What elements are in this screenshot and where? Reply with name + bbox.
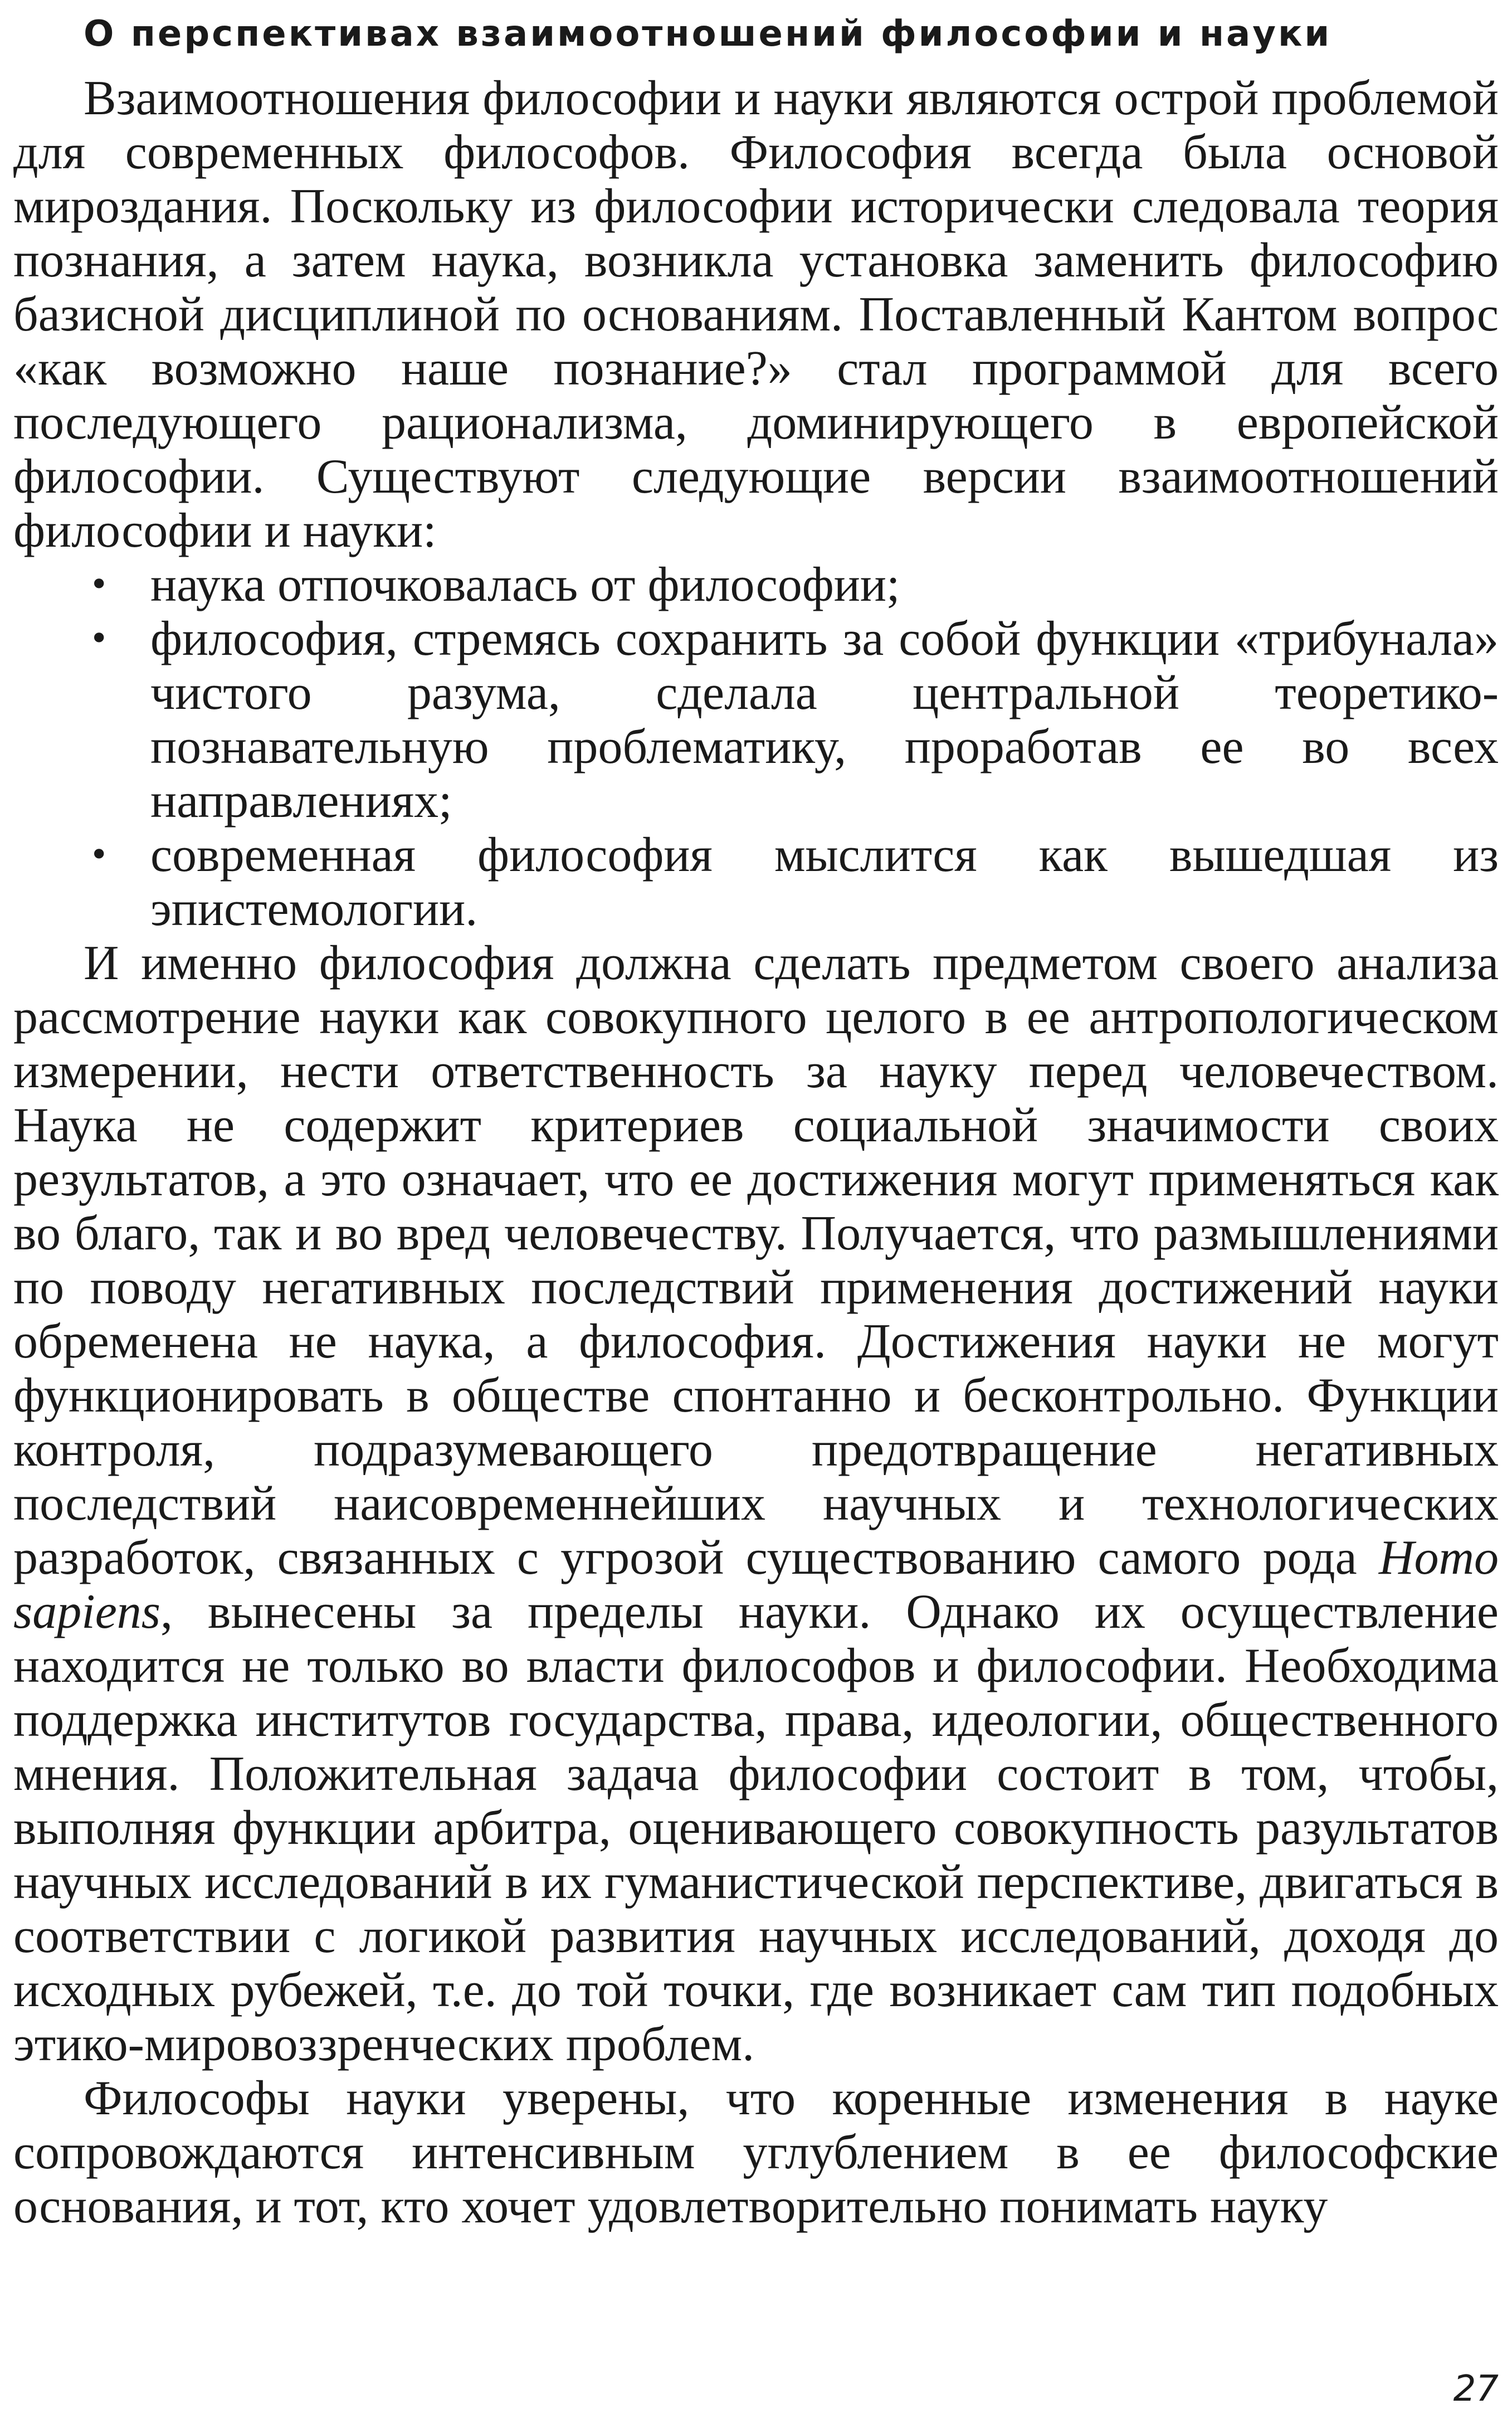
body-text — [13, 71, 1499, 2234]
paragraph-philosophers-of-science: Философы науки уверены, что коренные изменения в науке сопровождаются интенсивным углублением в ее философские основания, и тот, кто хочет удовлетворительно понимать науку — [13, 2071, 1499, 2234]
paragraph-text: , вынесены за пределы науки. Однако их осуществление находится не только во власти философов и философии. Необходима поддержка институтов государства, права, идеологии, общественного мнения. Положительная задача философии состоит в том, чтобы, выполняя функции арбитра, оценивающего совокупность разультатов научных исследований в их гуманистической перспективе, двигаться в соответствии с логикой развития научных исследований, доходя до исходных рубежей, т.е. до той точки, где возникает сам тип подобных этико-мировоззренческих проблем. — [13, 1585, 1499, 2071]
list-item — [13, 828, 1499, 936]
list-item — [13, 558, 1499, 612]
list-item-text: философия, стремясь сохранить за собой функции «трибунала» чистого разума, сделала центральной теоретико-познавательную проблематику, проработав ее во всех направлениях; — [150, 612, 1499, 828]
paragraph-intro: Взаимоотношения философии и науки являются острой проблемой для современных философов. Философия всегда была основой мироздания. Поскольку из философии исторически следовала теория познания, а затем наука, возникла установка заменить философию базисной дисциплиной по основаниям. Поставленный Кантом вопрос «как возможно наше познание?» стал программой для всего последующего рационализма, доминирующего в европейской философии. Существуют следующие версии взаимоотношений философии и науки: — [13, 71, 1499, 558]
versions-list — [13, 558, 1499, 936]
list-item-text: современная философия мыслится как вышедшая из эпистемологии. — [150, 828, 1499, 936]
bullet-icon: • — [89, 619, 109, 658]
bullet-icon: • — [89, 835, 109, 874]
latin-term: Homo sapiens — [13, 1531, 1499, 1639]
bullet-icon: • — [89, 565, 109, 604]
list-item — [13, 612, 1499, 828]
page-number: 27 — [1453, 2368, 1499, 2410]
paragraph-text: И именно философия должна сделать предметом своего анализа рассмотрение науки как совокупного целого в ее антропологическом измерении, нести ответственность за науку перед человечеством. Наука не содержит критериев социальной значимости своих результатов, а это означает, что ее достижения могут применяться как во благо, так и во вред человечеству. Получается, что размышлениями по поводу негативных последствий применения достижений науки обременена не наука, а философия. Достижения науки не могут функционировать в обществе спонтанно и бесконтрольно. Функции контроля, подразумевающего предотвращение негативных последствий наисовременнейших научных и технологических разработок, связанных с угрозой существованию самого рода — [13, 936, 1499, 1585]
section-heading: О перспективах взаимоотношений философии и науки — [84, 13, 1332, 55]
paragraph-philosophy-role — [13, 936, 1499, 2071]
list-item-text: наука отпочковалась от философии; — [150, 558, 900, 612]
